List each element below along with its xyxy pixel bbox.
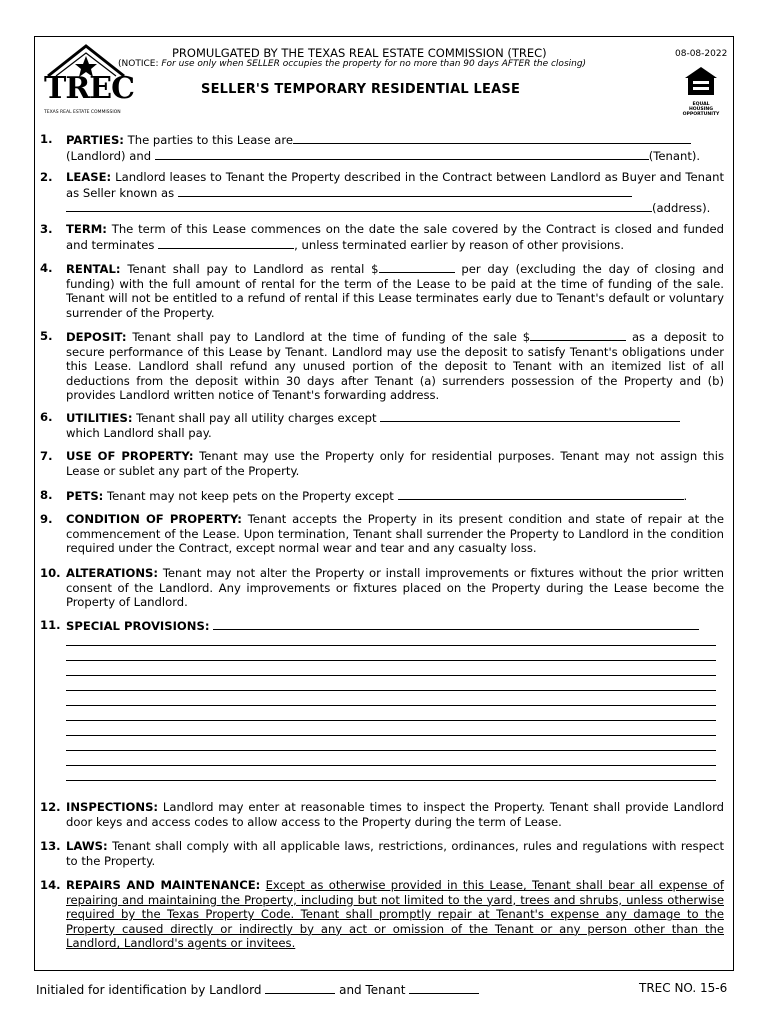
special-provisions-line[interactable] [66,720,716,721]
section-use-of-property: 7. USE OF PROPERTY: Tenant may use the Property only for residential purposes. Tenant may not assign this Lease or sublet any part of the Property. [40,449,724,478]
section-rental: 4. RENTAL: Tenant shall pay to Landlord as rental $ per day (excluding the day of closing and funding) with the full amount of rental for the term of the Lease to be paid at the time of funding of the sale. Tenant will not be entitled to a refund of rental if this Lease terminates early due to Tenant's default or voluntary surrender of the Property. [40,261,725,320]
special-provisions-line[interactable] [66,765,716,766]
tenant-name-field[interactable] [155,148,649,160]
special-provisions-line[interactable] [66,690,716,691]
section-term: 3. TERM: The term of this Lease commences on the date the sale covered by the Contract is closed and funded and terminates , unless terminated earlier by reason of other provisions. [40,222,724,252]
initials-line: Initialed for identification by Landlord and Tenant [36,982,479,997]
landlord-name-field[interactable] [293,132,691,144]
equal-housing-logo [676,66,726,118]
special-provisions-line[interactable] [66,705,716,706]
special-provisions-line[interactable] [66,750,716,751]
equal-housing-text: EQUAL HOUSING OPPORTUNITY [682,102,720,118]
section-alterations: 10. ALTERATIONS: Tenant may not alter the Property or install improvements or fixtures without the prior written consent of the Landlord. Any improvements or fixtures placed on the Property during the Lease become the Property of Landlord. [40,566,724,610]
section-deposit: 5. DEPOSIT: Tenant shall pay to Landlord at the time of funding of the sale $ as a deposit to secure performance of this Lease by Tenant. Landlord may use the deposit to satisfy Tenant's obligations under this Lease. Landlord shall refund any unused portion of the deposit to Tenant with an itemized list of all deductions from the deposit within 30 days after Tenant (a) surrenders possession of the Property and (b) provides Landlord written notice of Tenant's forwarding address. [40,329,725,403]
document-title: SELLER'S TEMPORARY RESIDENTIAL LEASE [201,82,521,97]
section-special-provisions: 11. SPECIAL PROVISIONS: [40,618,724,634]
special-provisions-line[interactable] [66,675,716,676]
section-utilities: 6. UTILITIES: Tenant shall pay all utility charges except which Landlord shall pay. [40,410,724,440]
tenant-initials-field[interactable] [409,982,479,994]
pets-exception-field[interactable] [398,488,684,500]
termination-date-field[interactable] [158,237,294,249]
notice-text: For use only when SELLER occupies the property for no more than 90 days AFTER the closing) [161,59,587,69]
section-repairs-and-maintenance: 14. REPAIRS AND MAINTENANCE: Except as otherwise provided in this Lease, Tenant shall bear all expense of repairing and maintaining the Property, including but not limited to the yard, trees and shrubs, unless otherwise required by the Texas Property Code. Tenant shall promptly repair at Tenant's expense any damage to the Property caused directly or indirectly by any act or omission of the Tenant or any person other than the Landlord, Landlord's agents or invitees. [40,878,724,951]
section-laws: 13. LAWS: Tenant shall comply with all applicable laws, restrictions, ordinances, rules and regulations with respect to the Property. [40,839,724,868]
notice-label: (NOTICE: [118,59,159,69]
section-condition-of-property: 9. CONDITION OF PROPERTY: Tenant accepts the Property in its present condition and state of repair at the commencement of the Lease. Upon termination, Tenant shall surrender the Property to Landlord in the condition required under the Contract, except normal wear and tear and any casualty loss. [40,512,725,556]
section-inspections: 12. INSPECTIONS: Landlord may enter at reasonable times to inspect the Property. Tenant shall provide Landlord door keys and access codes to allow access to the Property during the term of Lease. [40,800,724,829]
utilities-exception-field[interactable] [380,410,680,422]
special-provisions-line[interactable] [66,780,716,781]
trec-logo-text: TREC [44,71,134,106]
form-number: TREC NO. 15-6 [639,981,728,995]
promulgated-notice: PROMULGATED BY THE TEXAS REAL ESTATE COMMISSION (TREC) [172,46,547,60]
daily-rental-field[interactable] [379,261,455,273]
landlord-initials-field[interactable] [265,982,335,994]
trec-logo-subtext: TEXAS REAL ESTATE COMMISSION [44,110,121,115]
section-parties: 1. PARTIES: The parties to this Lease are (Landlord) and (Tenant). [40,132,701,163]
special-provisions-line[interactable] [66,735,716,736]
usage-notice [118,59,586,69]
special-provisions-line[interactable] [66,660,716,661]
form-date: 08-08-2022 [675,49,728,59]
special-provisions-line[interactable] [66,645,716,646]
trec-logo [44,42,134,118]
equal-housing-icon [684,66,718,96]
section-pets: 8. PETS: Tenant may not keep pets on the Property except . [40,488,688,503]
special-provisions-field[interactable] [213,618,699,630]
property-address-field-a[interactable] [178,185,632,197]
property-address-field-b[interactable] [66,200,652,212]
section-lease: 2. LEASE: Landlord leases to Tenant the Property described in the Contract between Landlord as Buyer and Tenant as Seller known as (address). [40,170,724,216]
deposit-amount-field[interactable] [530,329,626,341]
